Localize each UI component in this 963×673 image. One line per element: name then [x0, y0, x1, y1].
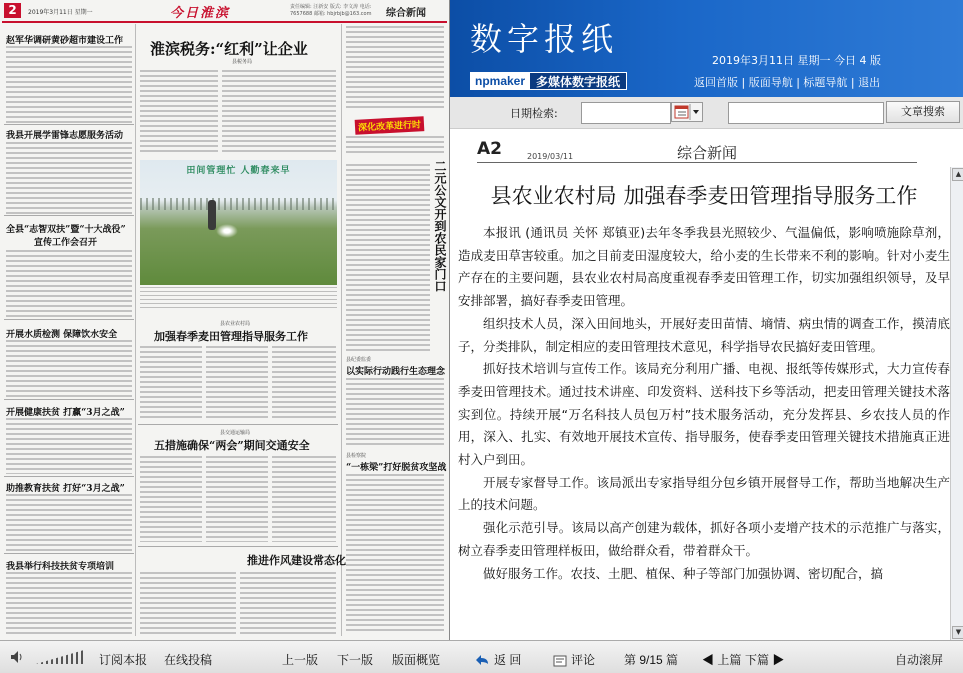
article-text [6, 250, 132, 318]
masthead-rule [2, 21, 447, 23]
comment-button[interactable] [553, 651, 595, 668]
article-text [140, 572, 236, 634]
article-text [140, 346, 202, 418]
speaker-icon[interactable] [10, 650, 24, 664]
spray-mist [216, 224, 238, 238]
header-rule [477, 162, 917, 163]
kicker: 县税务局 [232, 59, 253, 65]
next-article-link[interactable] [745, 651, 784, 668]
article-text [222, 70, 336, 154]
article-text [206, 456, 268, 542]
headline-link[interactable]: 五措施确保“两会”期间交通安全 [154, 439, 310, 452]
site-title: 数字报纸 [470, 20, 619, 58]
kicker: 县纪委监委 [346, 357, 372, 363]
prev-article-link[interactable] [702, 651, 741, 668]
column-divider [341, 24, 342, 636]
divider [138, 546, 338, 547]
article-text [6, 418, 132, 474]
npmaker-logo [470, 72, 627, 90]
article-counter: 第 9/15 篇 [624, 653, 679, 667]
photo-description [140, 287, 337, 309]
article-title: 县农业农村局 加强春季麦田管理指导服务工作 [490, 184, 918, 208]
subscribe-link[interactable]: 订阅本报 [99, 653, 148, 667]
tree-line [140, 198, 337, 210]
article-scrollbar[interactable] [950, 167, 963, 640]
article-paragraph: 强化示范引导。该局以高产创建为载体，抓好各项小麦增产技术的示范推广与落实，树立春季麦田管理样板田，做给群众看，带着群众干。 [458, 520, 950, 558]
paper-info: 责任编辑: 汪新安 版式: 李文涛 电话: 7657688 邮箱: hbjrbjb@163.com [290, 4, 372, 17]
article-paragraph: 组织技术人员，深入田间地头，开展好麦田苗情、墒情、病虫情的调查工作，摸清底子，分类排队，制定相应的麦田管理技术意见，科学指导农民搞好麦田管理。 [458, 315, 950, 354]
newspaper-page-image[interactable] [0, 0, 450, 640]
headline-link[interactable]: 宣传工作会召开 [34, 238, 98, 248]
date-search-label: 日期检索: [510, 107, 558, 120]
keyword-search-input[interactable] [728, 102, 884, 124]
vertical-headline[interactable]: 二元公文开到农民家门口 [433, 160, 447, 292]
kicker: 县交通运输局 [220, 430, 251, 436]
top-navigation[interactable]: 返回首版 | 版面导航 | 标题导航 | 退出 [694, 76, 881, 89]
prev-article-label: 上篇 [717, 653, 742, 667]
headline-link[interactable]: “一栋梁”打好脱贫攻坚战 [346, 463, 447, 473]
article-text [346, 378, 444, 448]
article-text [6, 340, 132, 398]
bottom-toolbar [0, 640, 963, 673]
article-text [272, 456, 336, 542]
column-divider [135, 24, 136, 636]
headline-link[interactable]: 加强春季麦田管理指导服务工作 [154, 330, 308, 343]
date-input[interactable] [581, 102, 671, 124]
article-paragraph: 做好服务工作。农技、土肥、植保、种子等部门加强协调、密切配合，搞 [483, 565, 884, 581]
headline-link[interactable]: 开展水质检测 保障饮水安全 [6, 330, 118, 340]
logo-subtitle: 多媒体数字报纸 [530, 72, 627, 90]
headline-link[interactable]: 我县开展学雷锋志愿服务活动 [6, 131, 124, 141]
calendar-icon [672, 103, 702, 121]
epaper-portal [450, 0, 963, 640]
issue-date: 2019年3月11日 星期一 今日 4 版 [712, 54, 881, 67]
calendar-dropdown[interactable] [671, 102, 703, 122]
paper-section: 综合新闻 [386, 8, 426, 19]
search-bar [450, 97, 963, 129]
article-text [140, 456, 202, 542]
headline-link[interactable]: 我县举行科技扶贫专项培训 [6, 562, 115, 572]
divider [4, 553, 134, 554]
divider [4, 399, 134, 400]
next-arrow-icon: ▶ [769, 653, 785, 667]
article-paragraph: 本报讯 (通讯员 关怀 郑镇亚)去年冬季我县光照较少、气温偏低，影响喷施除草剂，造成麦田草害较重。加之目前麦田湿度较大，给小麦的生长带来不利的影响。针对小麦生产存在的主要问题，县农业农村局高度重视春季麦田管理工作，切实加强组织领导，及早安排部署，搞好春季麦田管理。 [458, 225, 950, 309]
divider [4, 215, 134, 216]
article-text [140, 70, 218, 154]
article-text [6, 494, 132, 552]
next-page-link[interactable]: 下一版 [337, 653, 374, 667]
scroll-up-icon[interactable]: ▲ [952, 168, 963, 181]
headline-link[interactable]: 推进作风建设常态化 [247, 554, 346, 567]
back-label: 返 回 [494, 653, 522, 667]
headline-link[interactable]: 以实际行动践行生态理念 [346, 367, 446, 377]
column-tag: 深化改革进行时 [355, 116, 425, 135]
logo-text: npmaker [470, 72, 530, 90]
submit-article-link[interactable]: 在线投稿 [164, 653, 213, 667]
page-overview-link[interactable]: 版面概览 [392, 653, 441, 667]
page-id: A2 [477, 139, 502, 159]
back-arrow-icon [476, 655, 490, 667]
field-photo[interactable] [140, 160, 337, 285]
back-button[interactable] [476, 651, 521, 668]
article-text [6, 46, 132, 124]
kicker: 县检察院 [346, 453, 367, 459]
page-header [450, 129, 963, 167]
headline-link[interactable]: 开展健康扶贫 打赢“3月之战” [6, 408, 125, 418]
prev-arrow-icon: ◀ [702, 653, 718, 667]
article-text [346, 136, 444, 156]
prev-page-link[interactable]: 上一版 [282, 653, 319, 667]
page-date: 2019/03/11 [527, 152, 574, 161]
article-text [272, 346, 336, 418]
paper-date: 2019年3月11日 星期一 [28, 9, 93, 16]
divider [138, 424, 338, 425]
headline-link[interactable]: 赵军华调研黄砂超市建设工作 [6, 36, 124, 46]
article-text [206, 346, 268, 418]
page-section: 综合新闻 [677, 144, 738, 162]
article-body[interactable] [450, 167, 963, 640]
divider [4, 124, 134, 125]
divider [4, 476, 134, 477]
chevron-down-icon [693, 110, 699, 114]
article-paragraph: 抓好技术培训与宣传工作。该局充分利用广播、电视、报纸等传媒形式，大力宣传春季麦田管理技术。通过技术讲座、印发资料、送科技下乡等活动，把麦田管理关键技术落实到位。持续开展“万名科技人员包万村”技术服务活动，充分发挥县、乡农技人员的作用，深入、扎实、有效地开展技术宣传、指导服务，使春季麦田管理关键技术措施真正进村入户到田。 [458, 361, 950, 468]
article-search-button[interactable]: 文章搜索 [886, 101, 960, 123]
article-text [6, 142, 132, 214]
paper-masthead: 今日淮滨 [170, 6, 231, 21]
photo-caption: 田间管理忙 人勤春来早 [186, 166, 291, 176]
site-banner [450, 0, 963, 97]
volume-slider[interactable] [36, 650, 84, 664]
article-text [240, 572, 336, 634]
article-text [346, 26, 444, 110]
autoscroll-link[interactable]: 自动滚屏 [895, 653, 944, 667]
headline-link[interactable]: 淮滨税务:“红利”让企业 [150, 40, 308, 58]
article-text [6, 572, 132, 634]
headline-link[interactable]: 全县“志智双扶”暨“十大战役” [6, 225, 126, 235]
farmer-figure [208, 200, 216, 230]
headline-link[interactable]: 助推教育扶贫 打好“3月之战” [6, 484, 125, 494]
next-article-label: 下篇 [745, 653, 770, 667]
comment-icon [553, 655, 567, 667]
page-number: 2 [4, 3, 21, 18]
article-text [346, 474, 444, 634]
scroll-down-icon[interactable]: ▼ [952, 626, 963, 639]
divider [4, 319, 134, 320]
comment-label: 评论 [571, 653, 596, 667]
kicker: 县农业农村局 [220, 321, 251, 327]
article-paragraph: 开展专家督导工作。该局派出专家指导组分包乡镇开展督导工作，帮助当地解决生产上的技术问题。 [458, 474, 950, 513]
article-text [346, 164, 430, 354]
